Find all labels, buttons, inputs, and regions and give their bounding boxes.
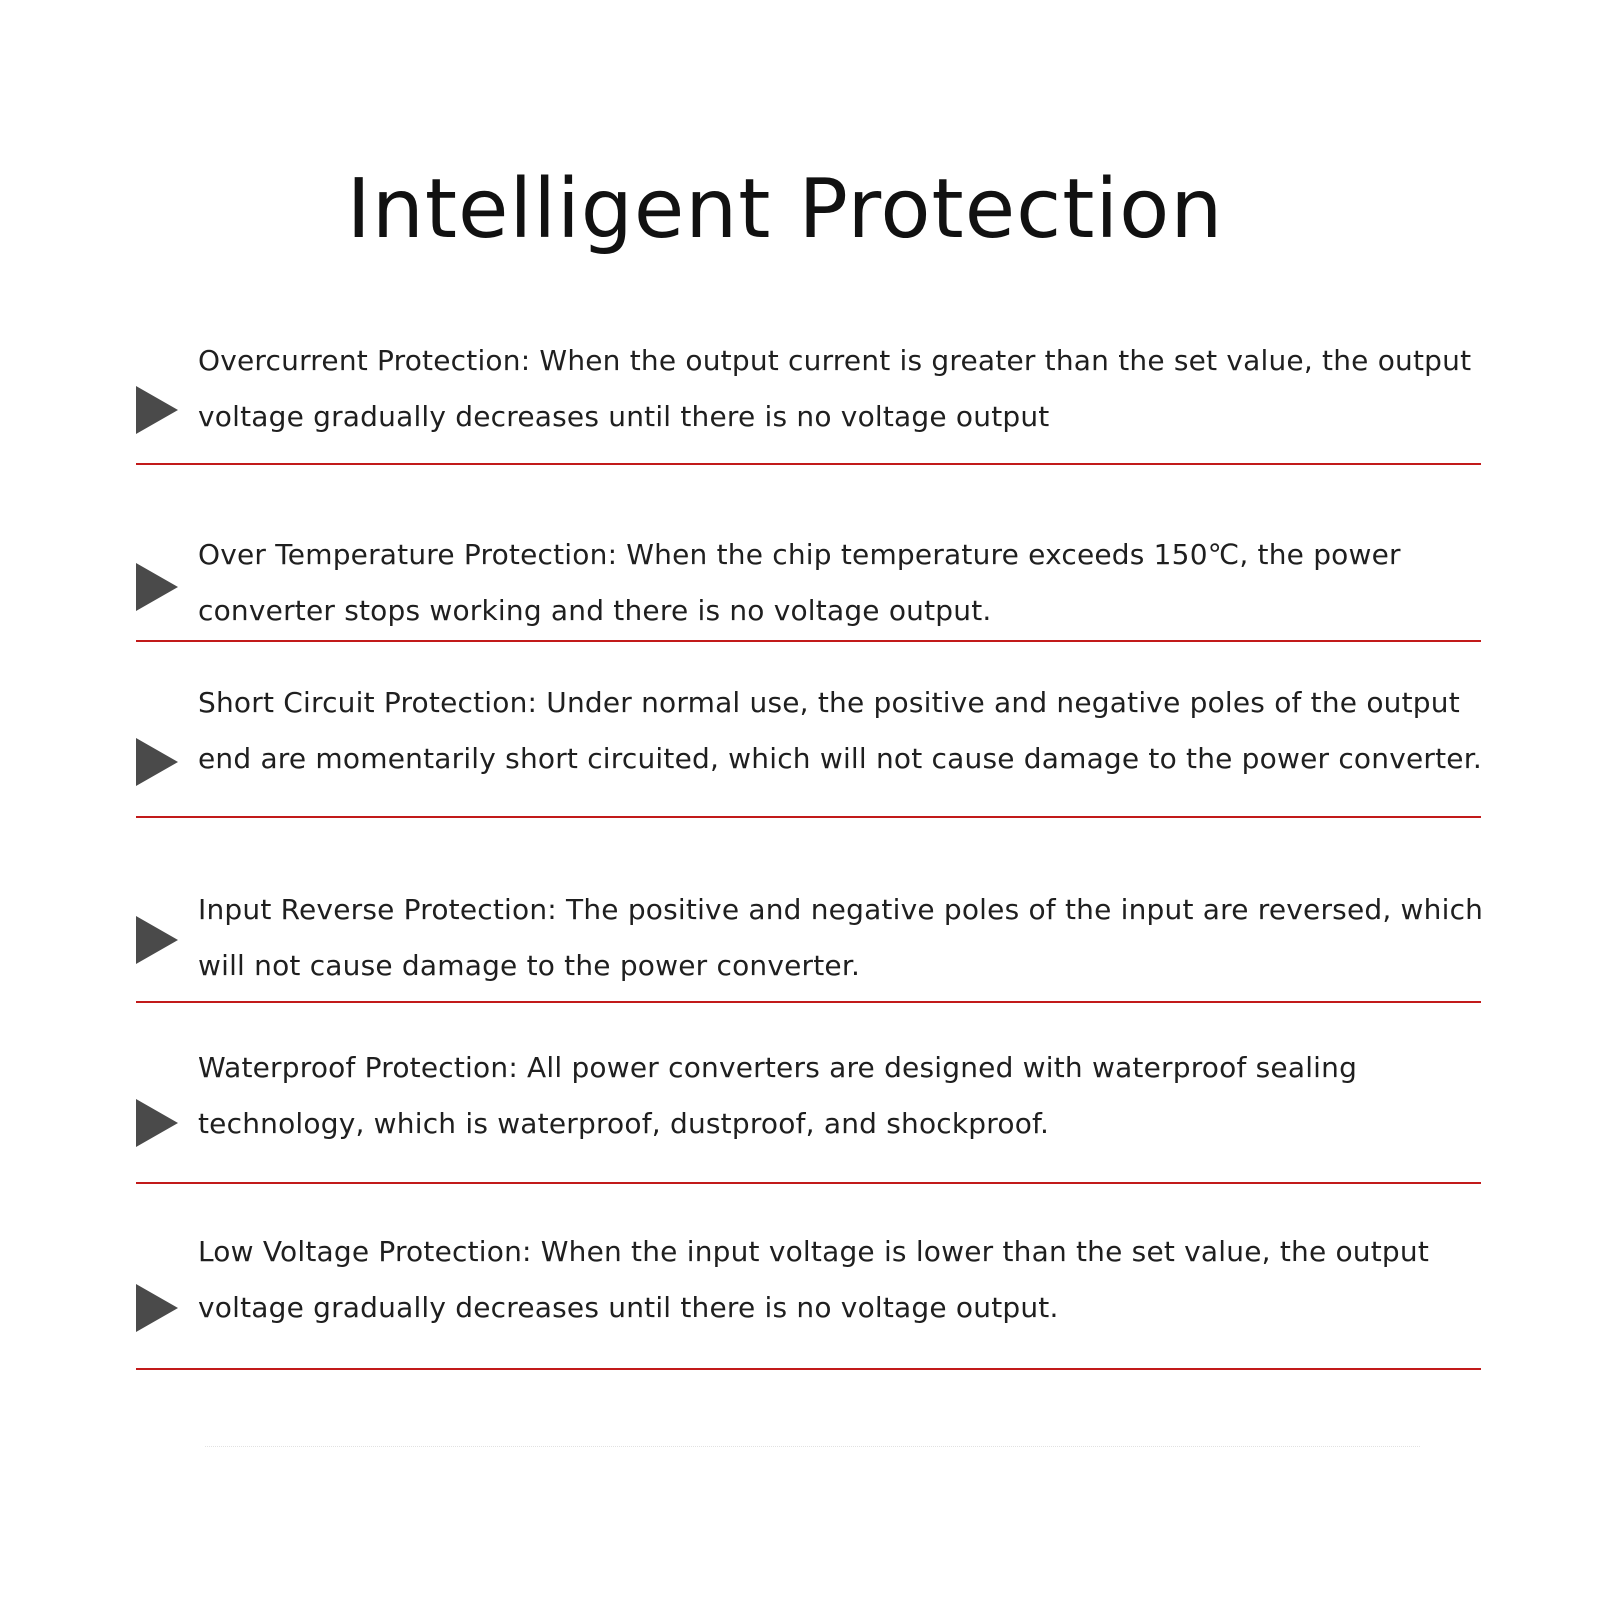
protection-item-text: Over Temperature Protection: When the chip temperature exceeds 150℃, the power converter stops working and there is no voltage output.	[198, 538, 1401, 627]
protection-item-text: Waterproof Protection: All power converters are designed with waterproof sealing technology, which is waterproof, dustproof, and shockproof.	[198, 1051, 1358, 1140]
triangle-right-icon	[136, 563, 178, 611]
triangle-right-icon	[136, 1284, 178, 1332]
triangle-right-icon	[136, 916, 178, 964]
triangle-right-icon	[136, 1099, 178, 1147]
divider-line	[136, 816, 1481, 818]
divider-line	[136, 1001, 1481, 1003]
faint-dotted-divider	[205, 1446, 1420, 1447]
page-title: Intelligent Protection	[346, 162, 1224, 257]
triangle-right-icon	[136, 386, 178, 434]
protection-item-text: Short Circuit Protection: Under normal use, the positive and negative poles of the output end are momentarily short circuited, which will not cause damage to the power converter.	[198, 686, 1482, 775]
divider-line	[136, 1182, 1481, 1184]
protection-item-text: Low Voltage Protection: When the input voltage is lower than the set value, the output voltage gradually decreases until there is no voltage output.	[198, 1235, 1430, 1324]
divider-line	[136, 463, 1481, 465]
protection-item-text: Input Reverse Protection: The positive and negative poles of the input are reversed, which will not cause damage to the power converter.	[198, 893, 1484, 982]
divider-line	[136, 1368, 1481, 1370]
triangle-right-icon	[136, 738, 178, 786]
divider-line	[136, 640, 1481, 642]
protection-item-text: Overcurrent Protection: When the output current is greater than the set value, the output voltage gradually decreases until there is no voltage output	[198, 344, 1472, 433]
